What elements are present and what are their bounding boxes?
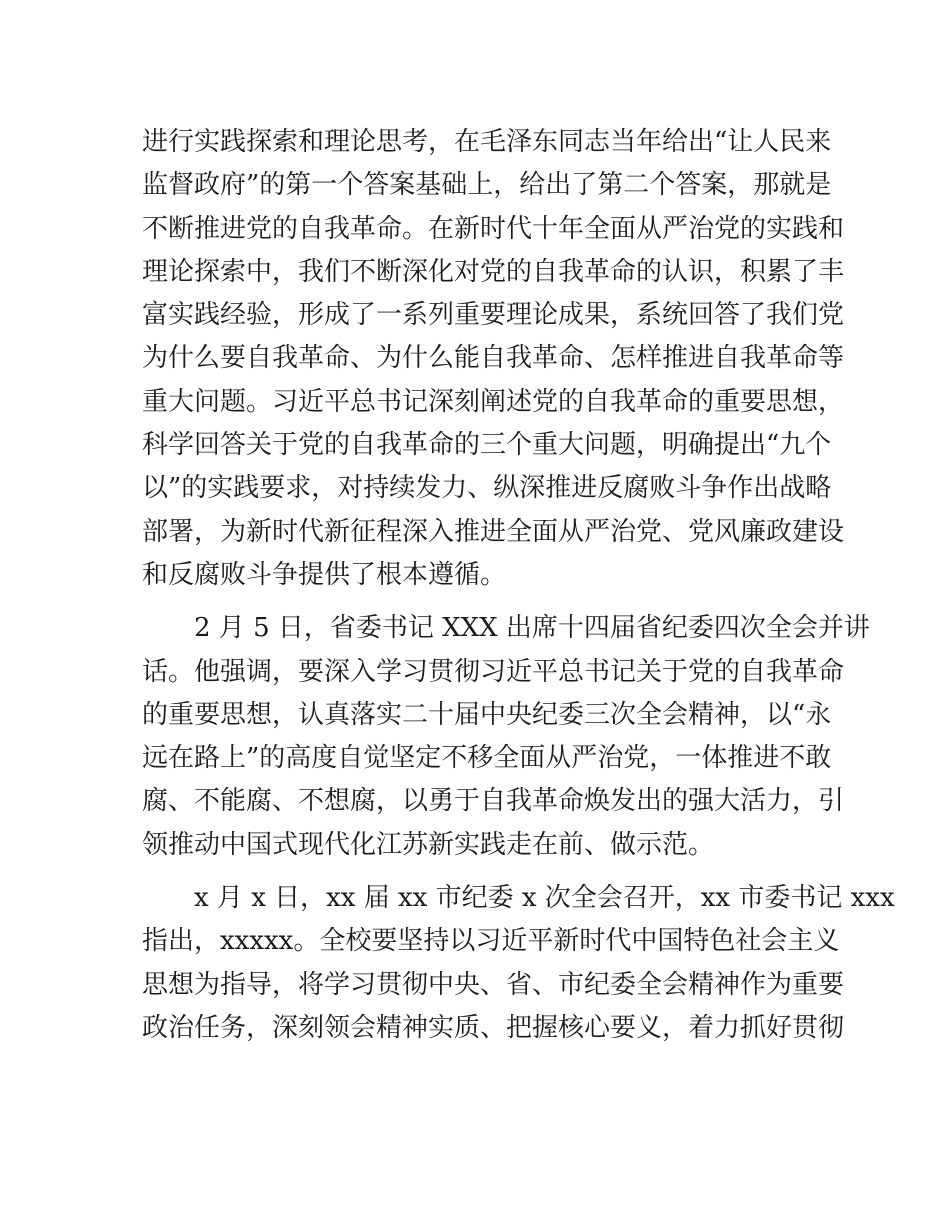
text-line: 以”的实践要求，对持续发力、纵深推进反腐败斗争作出战略 (142, 473, 832, 504)
text-line: 思想为指导，将学习贯彻中央、省、市纪委全会精神作为重要 (142, 969, 845, 1000)
text-line: 富实践经验，形成了一系列重要理论成果，系统回答了我们党 (142, 300, 845, 331)
paragraph-spacer (142, 597, 812, 607)
text-line: 领推动中国式现代化江苏新实践走在前、做示范。 (142, 829, 715, 860)
text-line: 监督政府”的第一个答案基础上，给出了第二个答案，那就是 (142, 170, 832, 201)
text-line: 部署，为新时代新征程深入推进全面从严治党、党风廉政建设 (142, 516, 845, 547)
text-line: 2 月 5 日，省委书记 XXX 出席十四届省纪委四次全会并讲 (194, 613, 870, 644)
paragraph-spacer (142, 867, 812, 877)
text-line: 为什么要自我革命、为什么能自我革命、怎样推进自我革命等 (142, 343, 845, 374)
text-line: 远在路上”的高度自觉坚定不移全面从严治党，一体推进不敢 (142, 743, 832, 774)
text-line: 理论探索中，我们不断深化对党的自我革命的认识，积累了丰 (142, 256, 845, 287)
text-line: 话。他强调，要深入学习贯彻习近平总书记关于党的自我革命 (142, 656, 845, 687)
text-line: x 月 x 日，xx 届 xx 市纪委 x 次全会召开，xx 市委书记 xxx (194, 883, 895, 914)
text-line: 腐、不能腐、不想腐，以勇于自我革命焕发出的强大活力，引 (142, 786, 845, 817)
text-line: 政治任务，深刻领会精神实质、把握核心要义，着力抓好贯彻 (142, 1012, 845, 1043)
text-line: 不断推进党的自我革命。在新时代十年全面从严治党的实践和 (142, 213, 845, 244)
text-line: 的重要思想，认真落实二十届中央纪委三次全会精神，以“永 (142, 699, 832, 730)
paragraph (142, 877, 895, 1050)
text-line: 重大问题。习近平总书记深刻阐述党的自我革命的重要思想， (142, 386, 845, 417)
text-line: 指出，xxxxx。全校要坚持以习近平新时代中国特色社会主义 (142, 926, 840, 957)
paragraph (142, 607, 870, 867)
text-line: 科学回答关于党的自我革命的三个重大问题，明确提出“九个 (142, 430, 832, 461)
text-line: 进行实践探索和理论思考，在毛泽东同志当年给出“让人民来 (142, 127, 832, 157)
paragraph (142, 121, 845, 597)
document-body (142, 121, 895, 1050)
text-line: 和反腐败斗争提供了根本遵循。 (142, 559, 507, 590)
